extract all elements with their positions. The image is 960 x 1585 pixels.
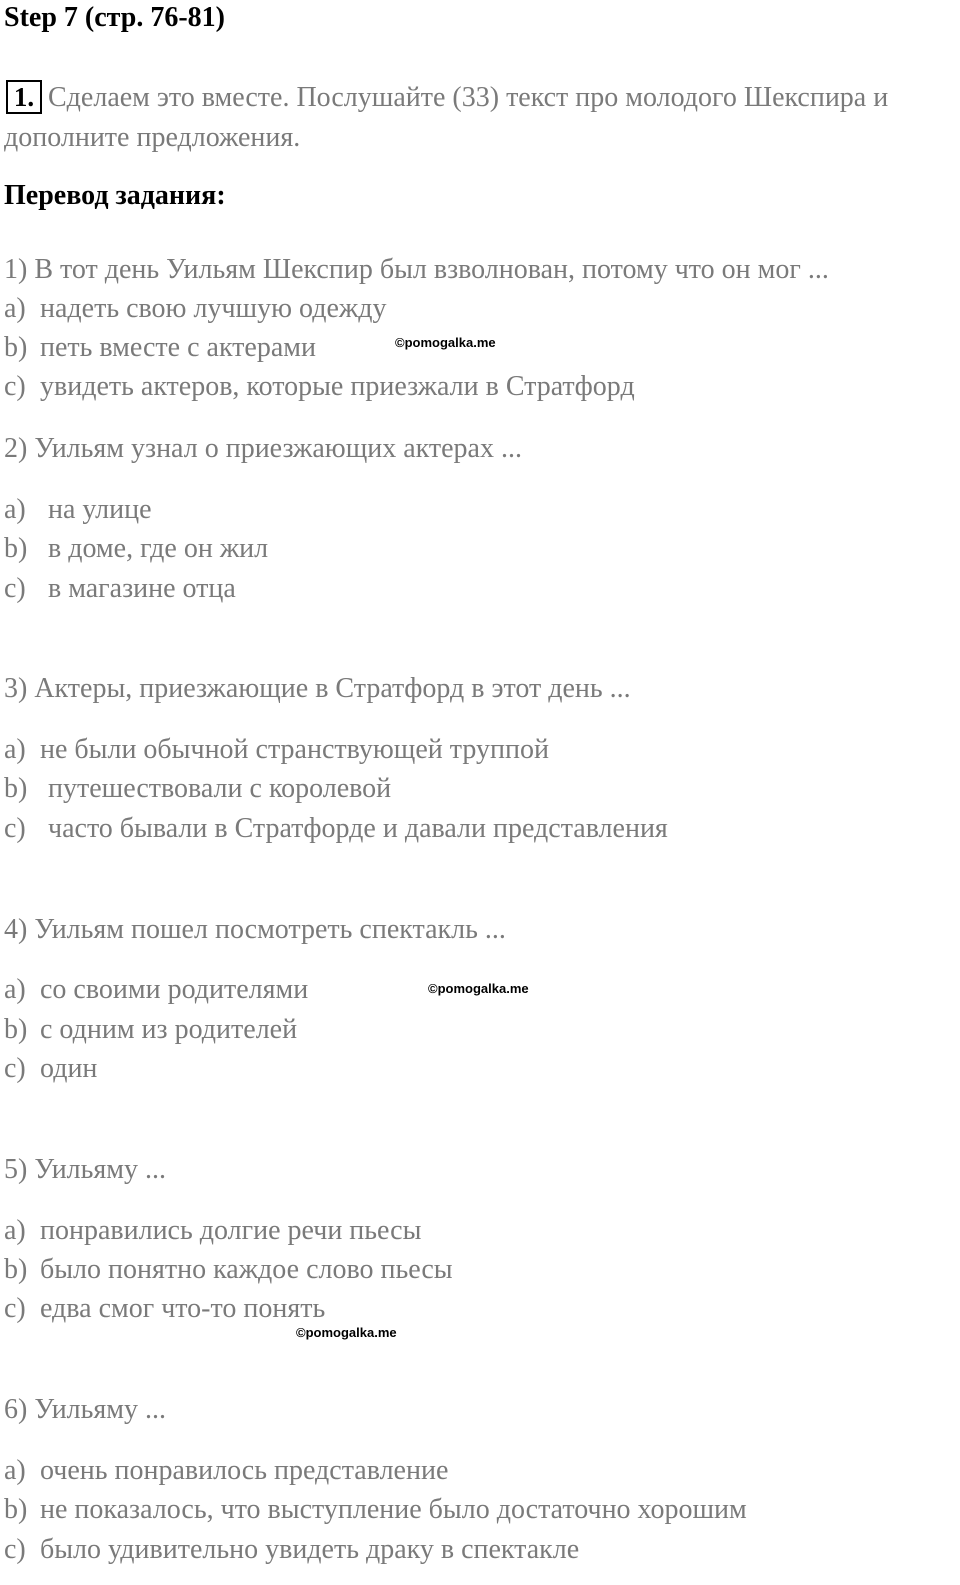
option-text: путешествовали с королевой <box>48 773 392 804</box>
option-marker: b) <box>4 773 28 804</box>
option-5c <box>4 1291 325 1327</box>
option-marker: b) <box>4 332 28 363</box>
option-marker: a) <box>4 974 26 1005</box>
option-marker: b) <box>4 533 28 564</box>
option-5b <box>4 1252 453 1288</box>
option-text: увидеть актеров, которые приезжали в Стратфорд <box>40 371 635 402</box>
option-text: очень понравилось представление <box>40 1455 449 1486</box>
option-1b <box>4 330 316 366</box>
option-2c <box>4 571 236 607</box>
option-text: не показалось, что выступление было достаточно хорошим <box>40 1494 747 1525</box>
option-marker: b) <box>4 1014 28 1045</box>
option-text: со своими родителями <box>40 974 309 1005</box>
question-5: 5) Уильяму ... <box>4 1154 167 1185</box>
option-text: было понятно каждое слово пьесы <box>40 1254 453 1285</box>
option-text: в доме, где он жил <box>48 533 269 564</box>
option-5a <box>4 1213 421 1249</box>
option-2b <box>4 531 268 567</box>
option-2a <box>4 492 152 528</box>
option-text: с одним из родителей <box>40 1014 298 1045</box>
option-1a <box>4 291 386 327</box>
page-heading: Step 7 (стр. 76-81) <box>4 2 225 33</box>
option-marker: c) <box>4 573 26 604</box>
watermark-text: ©pomogalka.me <box>296 1325 397 1340</box>
option-marker: c) <box>4 813 26 844</box>
option-6a <box>4 1453 448 1489</box>
option-text: понравились долгие речи пьесы <box>40 1215 422 1246</box>
option-marker: c) <box>4 371 26 402</box>
option-3a <box>4 732 549 768</box>
task-text-line2: дополните предложения. <box>4 122 301 153</box>
option-text: едва смог что-то понять <box>40 1293 326 1324</box>
option-6c <box>4 1532 579 1568</box>
task-text-line1: Сделаем это вместе. Послушайте (33) текст про молодого Шекспира и <box>48 82 889 113</box>
option-3c <box>4 811 668 847</box>
option-6b <box>4 1492 747 1528</box>
option-marker: c) <box>4 1053 26 1084</box>
option-text: один <box>40 1053 98 1084</box>
option-marker: b) <box>4 1494 28 1525</box>
option-4a <box>4 972 308 1008</box>
question-4: 4) Уильям пошел посмотреть спектакль ... <box>4 914 506 945</box>
option-1c <box>4 369 635 405</box>
option-marker: a) <box>4 494 26 525</box>
question-2: 2) Уильям узнал о приезжающих актерах ... <box>4 433 522 464</box>
option-text: петь вместе с актерами <box>40 332 316 363</box>
option-text: надеть свою лучшую одежду <box>40 293 387 324</box>
question-6: 6) Уильяму ... <box>4 1394 167 1425</box>
translation-title: Перевод задания: <box>4 180 226 211</box>
watermark-text: ©pomogalka.me <box>395 335 496 350</box>
option-4b <box>4 1012 297 1048</box>
question-1: 1) В тот день Уильям Шекспир был взволнован, потому что он мог ... <box>4 254 829 285</box>
task-number-box: 1. <box>6 80 42 114</box>
option-marker: a) <box>4 734 26 765</box>
option-marker: c) <box>4 1534 26 1565</box>
option-marker: a) <box>4 1455 26 1486</box>
option-text: часто бывали в Стратфорде и давали представления <box>48 813 668 844</box>
option-text: не были обычной странствующей труппой <box>40 734 549 765</box>
option-marker: a) <box>4 293 26 324</box>
option-4c <box>4 1051 97 1087</box>
option-text: было удивительно увидеть драку в спектакле <box>40 1534 580 1565</box>
option-3b <box>4 771 391 807</box>
option-marker: c) <box>4 1293 26 1324</box>
option-text: на улице <box>48 494 152 525</box>
watermark-text: ©pomogalka.me <box>428 981 529 996</box>
option-marker: a) <box>4 1215 26 1246</box>
question-3: 3) Актеры, приезжающие в Стратфорд в этот день ... <box>4 673 631 704</box>
option-marker: b) <box>4 1254 28 1285</box>
option-text: в магазине отца <box>48 573 236 604</box>
